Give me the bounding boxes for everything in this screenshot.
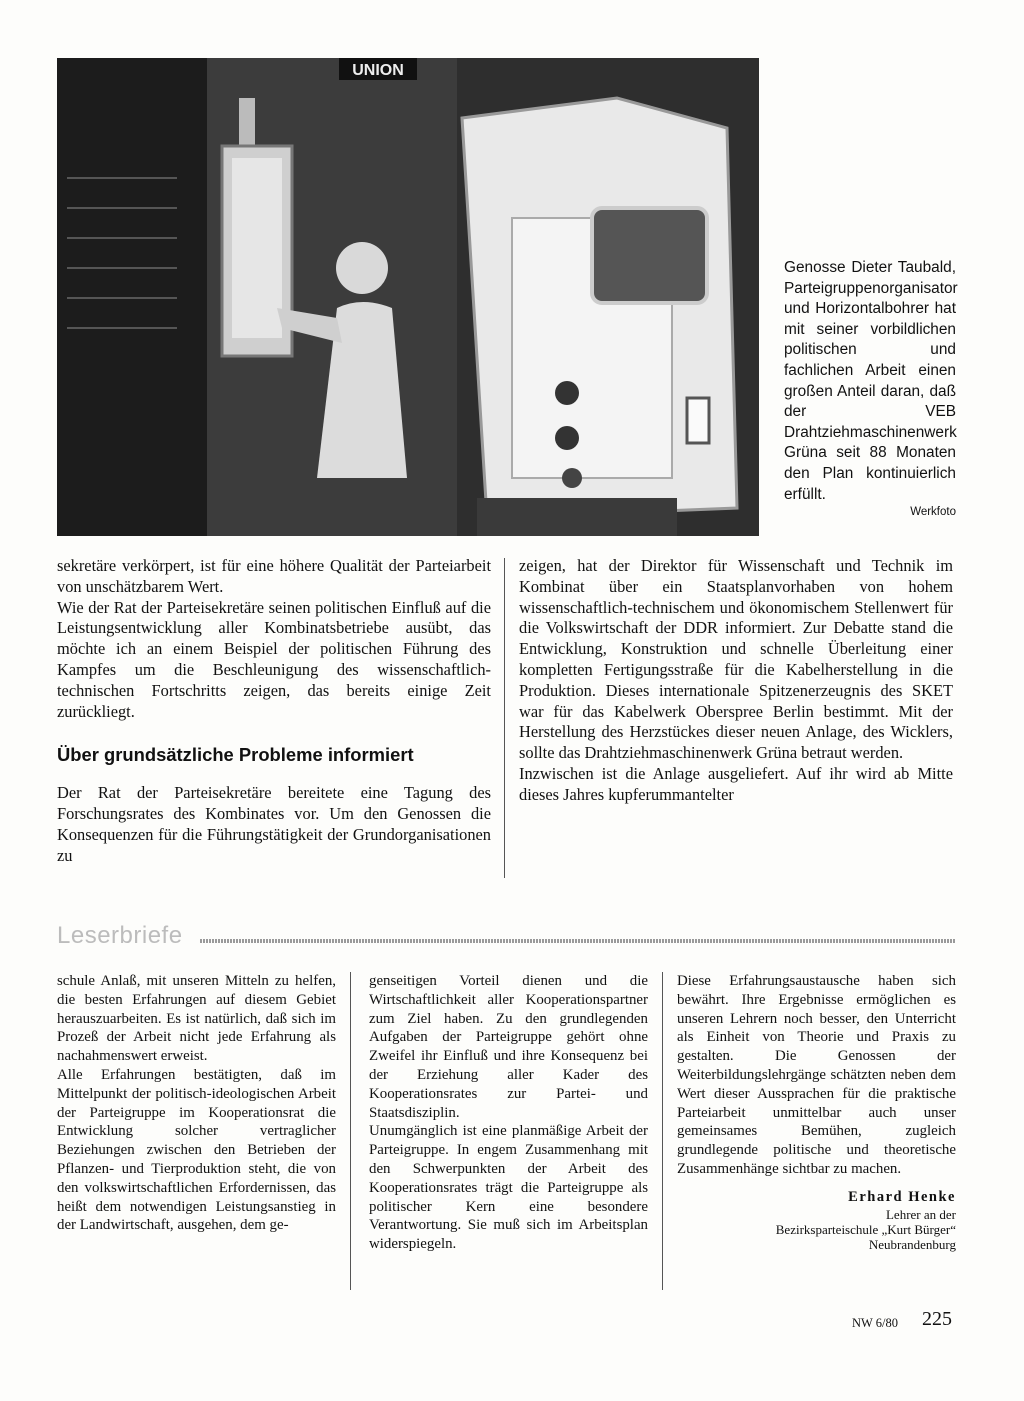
issue-code: NW 6/80	[852, 1316, 898, 1330]
column-divider	[504, 558, 505, 878]
letters-paragraph: Alle Erfahrungen bestätigten, daß im Mittelpunkt der politisch-ideologischen Arbeit der Parteigruppe im Kooperationsrat die Entwicklung solcher vertraglicher Beziehungen zwischen den Betrieben der Pflanzen- und Tierproduktion steht, die von den volkswirtschaftlichen Erfordernissen, das heißt dem notwendigen Leistungsanstieg in der Landwirtschaft, ausgehen, dem ge-	[57, 1066, 336, 1234]
author-role: Neubrandenburg	[868, 1236, 956, 1252]
article-subheading: Über grundsätzliche Probleme informiert	[57, 744, 414, 766]
letters-column-1	[57, 972, 336, 1235]
letters-column-2	[369, 972, 648, 1254]
letters-column-3	[677, 972, 956, 1252]
column-divider	[350, 972, 351, 1290]
article-column-2	[519, 556, 953, 806]
page-number: 225	[922, 1308, 952, 1330]
article-paragraph: Der Rat der Parteisekretäre bereitete eine Tagung des Forschungsrates des Kombinates vor. Um den Genossen die Konsequenzen für die Führungstätigkeit der Grundorganisationen zu	[57, 783, 491, 865]
article-paragraph: sekretäre verkörpert, ist für eine höhere Qualität der Parteiarbeit von unschätzbarem Wert.	[57, 556, 491, 596]
photo-caption-text: Genosse Dieter Taubald, Parteigruppenorganisator und Horizontalbohrer hat mit seiner vorbildlichen politischen und fachlichen Arbeit einen großen Anteil daran, daß der VEB Drahtziehmaschinenwerk Grüna seit 88 Monaten den Plan kontinuierlich erfüllt.	[784, 259, 958, 503]
author-role: Bezirksparteischule „Kurt Bürger“	[775, 1221, 956, 1237]
article-photo	[57, 58, 759, 536]
photo-caption	[784, 258, 956, 519]
photo-sign-text: UNION	[352, 62, 404, 79]
letters-paragraph: genseitigen Vorteil dienen und die Wirtschaftlichkeit aller Kooperationspartner zum Ziel haben. Zu den grundlegenden Aufgaben der Parteigruppe gehört ohne Zweifel ihr Einfluß und ihre Konsequenz bei der Erziehung aller Kader des Kooperationsrates zur Partei- und Staatsdisziplin.	[369, 973, 648, 1121]
section-label: Leserbriefe	[57, 922, 183, 949]
letters-paragraph: Unumgänglich ist eine planmäßige Arbeit der Parteigruppe. In engem Zusammenhang mit den Schwerpunkten der Arbeit des Kooperationsrates trägt die Parteigruppe als politischer Kern eine besondere Verantwortung. Sie muß sich im Arbeitsplan widerspiegeln.	[369, 1123, 648, 1253]
photo-illustration	[57, 58, 759, 536]
author-name: Erhard Henke	[848, 1188, 956, 1205]
photo-credit: Werkfoto	[910, 506, 956, 519]
article-column-1	[57, 556, 491, 867]
section-divider	[200, 939, 956, 943]
column-divider	[662, 972, 663, 1290]
author-role: Lehrer an der	[885, 1206, 956, 1222]
letters-paragraph: schule Anlaß, mit unseren Mitteln zu helfen, die besten Erfahrungen auf diesem Gebiet herauszuarbeiten. Es ist natürlich, daß sich im Prozeß der Arbeit nicht jede Erfahrung als nachahmenswert erweist.	[57, 973, 336, 1065]
author-signature	[677, 1188, 956, 1252]
article-paragraph: Inzwischen ist die Anlage ausgeliefert. Auf ihr wird ab Mitte dieses Jahres kupferummantelter	[519, 763, 953, 804]
article-paragraph: zeigen, hat der Direktor für Wissenschaft und Technik im Kombinat über ein Staatsplanvorhaben von hohem wissenschaftlich-technischem und ökonomischem Stellenwert für die Volkswirtschaft der DDR informiert. Zur Debatte stand die Entwicklung, Konstruktion und schnelle Überleitung einer kompletten Fertigungsstraße für die Kabelherstellung in die Produktion. Dieses internationale Spitzenerzeugnis des SKET war für das Kabelwerk Oberspree Berlin bestimmt. Mit der Herstellung des Herzstückes dieser neuen Anlage, des Wicklers, sollte das Drahtziehmaschinenwerk Grüna betraut werden.	[519, 556, 953, 763]
article-paragraph: Wie der Rat der Parteisekretäre seinen politischen Einfluß auf die Leistungsentwicklung aller Kombinatsbetriebe ausübt, das möchte ich an einem Beispiel der politischen Führung des Kampfes um die Beschleunigung des wissenschaftlich-technischen Fortschritts zeigen, das bereits einige Zeit zurückliegt.	[57, 597, 491, 721]
letters-paragraph: Diese Erfahrungsaustausche haben sich bewährt. Ihre Ergebnisse ermöglichen es unseren Lehrern noch besser, den Unterricht als Einheit von Theorie und Praxis zu gestalten. Die Genossen der Weiterbildungslehrgänge schätzten neben dem Wert dieser Aussprachen für die praktische Parteiarbeit unmittelbar auch unser gemeinsames Bemühen, zugleich grundlegende politische und theoretische Zusammenhänge sichtbar zu machen.	[677, 973, 956, 1177]
